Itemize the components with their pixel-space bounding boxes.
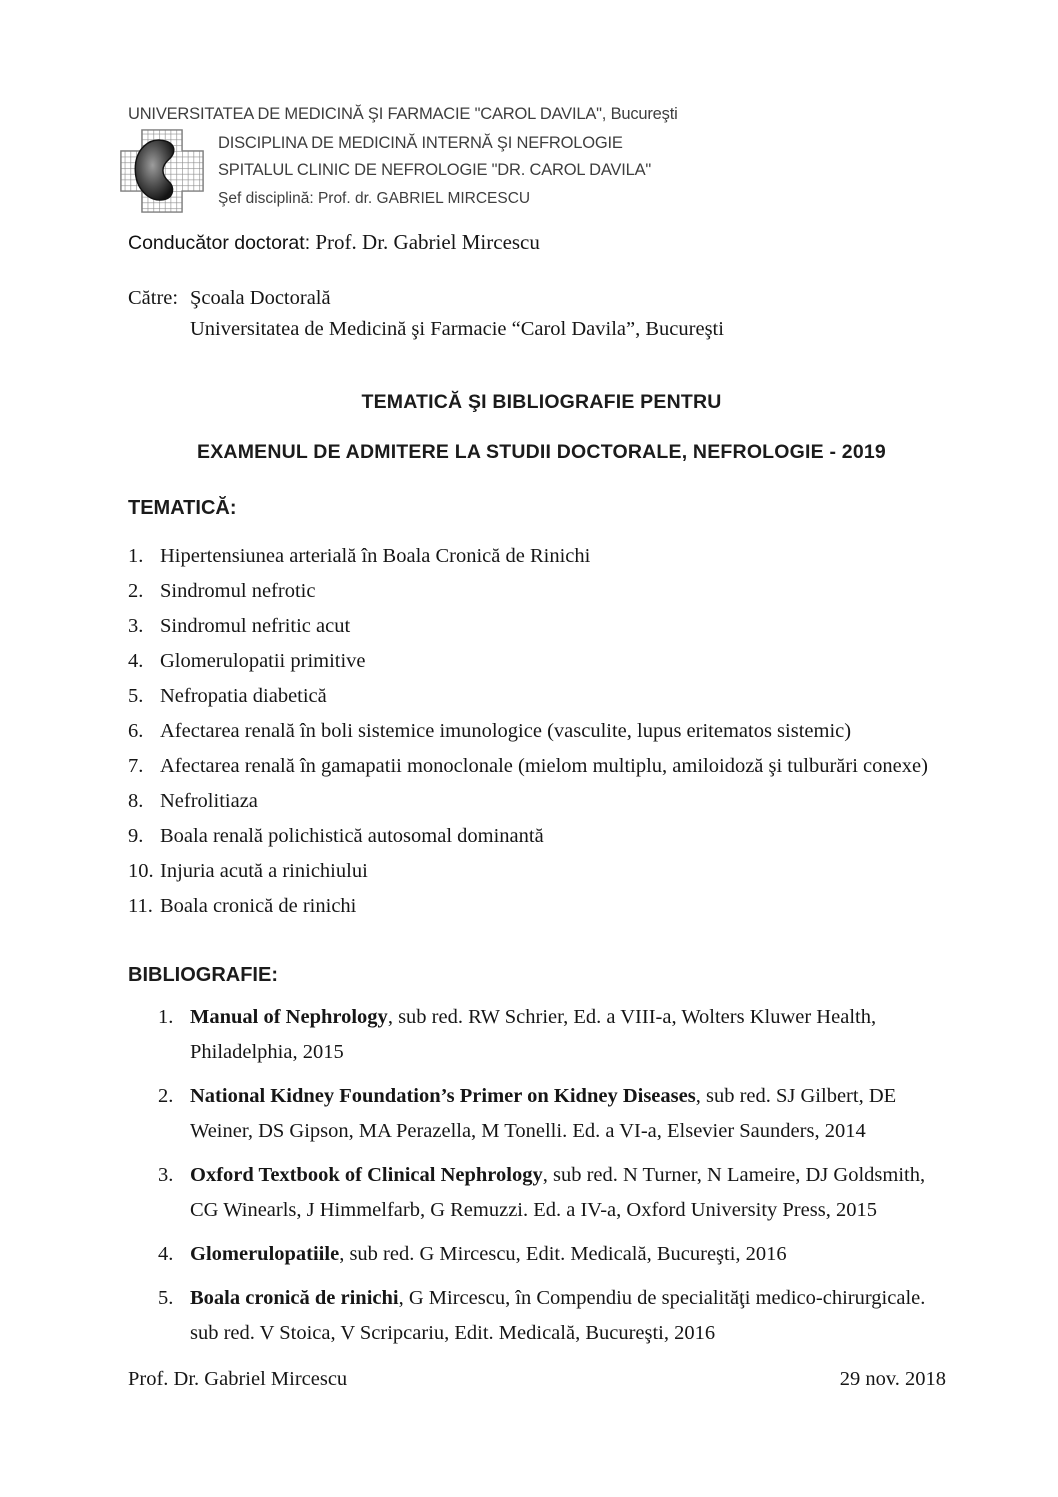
- bibliografie-item: [128, 1281, 955, 1351]
- book-details: , sub red. G Mircescu, Edit. Medicală, Bucureşti, 2016: [339, 1243, 787, 1265]
- tematica-item: [128, 714, 955, 749]
- item-number: 10.: [128, 860, 154, 882]
- book-title: Boala cronică de rinichi: [190, 1287, 399, 1309]
- item-number: 4.: [158, 1243, 174, 1265]
- item-text: Nefrolitiaza: [160, 790, 258, 812]
- item-number: 8.: [128, 790, 144, 812]
- book-details: , sub red. SJ Gilbert, DE Weiner, DS Gipson, MA Perazella, M Tonelli. Ed. a VI-a, Elsevier Saunders, 2014: [190, 1085, 897, 1142]
- tematica-item: [128, 889, 955, 924]
- item-text: Nefropatia diabetică: [160, 685, 327, 707]
- book-details: , G Mircescu, în Compendiu de specialităţi medico-chirurgicale. sub red. V Stoica, V Scripcariu, Edit. Medicală, Bucureşti, 2016: [190, 1287, 926, 1344]
- item-number: 4.: [128, 650, 144, 672]
- item-text: Afectarea renală în boli sistemice imunologice (vasculite, lupus eritematos sistemic): [160, 720, 852, 742]
- bibliografie-item: [128, 1000, 955, 1070]
- item-number: 1.: [128, 545, 144, 567]
- book-title: Oxford Textbook of Clinical Nephrology: [190, 1164, 543, 1186]
- tematica-item: [128, 784, 955, 819]
- tematica-item: [128, 749, 955, 784]
- addressee-school: Şcoala Doctorală: [190, 287, 331, 309]
- item-text: Injuria acută a rinichiului: [160, 860, 368, 882]
- item-text: Sindromul nefrotic: [160, 580, 316, 602]
- footer: [128, 1368, 946, 1391]
- tematica-item: [128, 574, 955, 609]
- footer-author: Prof. Dr. Gabriel Mircescu: [128, 1368, 348, 1390]
- tematica-item: [128, 819, 955, 854]
- item-text: [190, 1281, 955, 1351]
- item-text: Glomerulopatii primitive: [160, 650, 366, 672]
- item-number: 1.: [158, 1006, 174, 1028]
- letterhead-chief-line: Şef disciplină: Prof. dr. GABRIEL MIRCESCU: [218, 190, 531, 207]
- letterhead-hospital-line: SPITALUL CLINIC DE NEFROLOGIE "DR. CAROL DAVILA": [218, 161, 652, 179]
- item-number: 6.: [128, 720, 144, 742]
- title-line-1: TEMATICĂ ŞI BIBLIOGRAFIE PENTRU: [361, 391, 722, 413]
- tematica-item: [128, 539, 955, 574]
- item-text: [190, 1158, 955, 1228]
- tematica-item: [128, 854, 955, 889]
- tematica-item: [128, 679, 955, 714]
- item-number: 2.: [128, 580, 144, 602]
- item-number: 5.: [128, 685, 144, 707]
- bibliografie-item: [128, 1158, 955, 1228]
- item-text: [190, 1079, 955, 1149]
- tematica-item: [128, 644, 955, 679]
- supervisor-label: Conducător doctorat:: [128, 232, 311, 254]
- item-number: 3.: [158, 1164, 174, 1186]
- supervisor-line: [128, 230, 955, 255]
- item-number: 2.: [158, 1085, 174, 1107]
- book-title: National Kidney Foundation’s Primer on Kidney Diseases: [190, 1085, 696, 1107]
- supervisor-name: Prof. Dr. Gabriel Mircescu: [315, 230, 540, 254]
- item-text: [190, 1237, 787, 1272]
- addressee-label: Către:: [128, 287, 179, 309]
- book-title: Glomerulopatiile: [190, 1243, 340, 1265]
- item-number: 7.: [128, 755, 144, 777]
- book-details: , sub red. RW Schrier, Ed. a VIII-a, Wolters Kluwer Health, Philadelphia, 2015: [190, 1006, 877, 1063]
- title-line-2: EXAMENUL DE ADMITERE LA STUDII DOCTORALE, NEFROLOGIE - 2019: [197, 441, 886, 463]
- item-number: 5.: [158, 1287, 174, 1309]
- tematica-heading: TEMATICĂ:: [128, 497, 237, 519]
- footer-date: 29 nov. 2018: [839, 1368, 946, 1390]
- tematica-item: [128, 609, 955, 644]
- item-text: Boala cronică de rinichi: [160, 895, 357, 917]
- book-title: Manual of Nephrology: [190, 1006, 388, 1028]
- item-number: 9.: [128, 825, 144, 847]
- bibliografie-list: [128, 1000, 955, 1351]
- item-text: [190, 1000, 955, 1070]
- item-number: 3.: [128, 615, 144, 637]
- bibliografie-item: [128, 1079, 955, 1149]
- document-title: [128, 389, 955, 465]
- item-number: 11.: [128, 895, 153, 917]
- bibliografie-item: [128, 1237, 955, 1272]
- addressee-university: Universitatea de Medicină şi Farmacie “Carol Davila”, Bucureşti: [190, 318, 724, 340]
- kidney-cross-logo-icon: [118, 128, 206, 214]
- item-text: Afectarea renală în gamapatii monoclonale (mielom multiplu, amiloidoză şi tulburări conexe): [160, 755, 928, 777]
- item-text: Sindromul nefritic acut: [160, 615, 351, 637]
- letterhead: [128, 103, 955, 214]
- item-text: Boala renală polichistică autosomal dominantă: [160, 825, 544, 847]
- letterhead-discipline-line: DISCIPLINA DE MEDICINĂ INTERNĂ ŞI NEFROLOGIE: [218, 134, 623, 152]
- book-details: , sub red. N Turner, N Lameire, DJ Goldsmith, CG Winearls, J Himmelfarb, G Remuzzi. Ed. a IV-a, Oxford University Press, 2015: [190, 1164, 926, 1221]
- addressee-block: [128, 283, 955, 345]
- bibliografie-heading: BIBLIOGRAFIE:: [128, 964, 278, 986]
- item-text: Hipertensiunea arterială în Boala Cronică de Rinichi: [160, 545, 591, 567]
- letterhead-university-line: UNIVERSITATEA DE MEDICINĂ ŞI FARMACIE "CAROL DAVILA", Bucureşti: [128, 105, 678, 123]
- tematica-list: [128, 539, 955, 924]
